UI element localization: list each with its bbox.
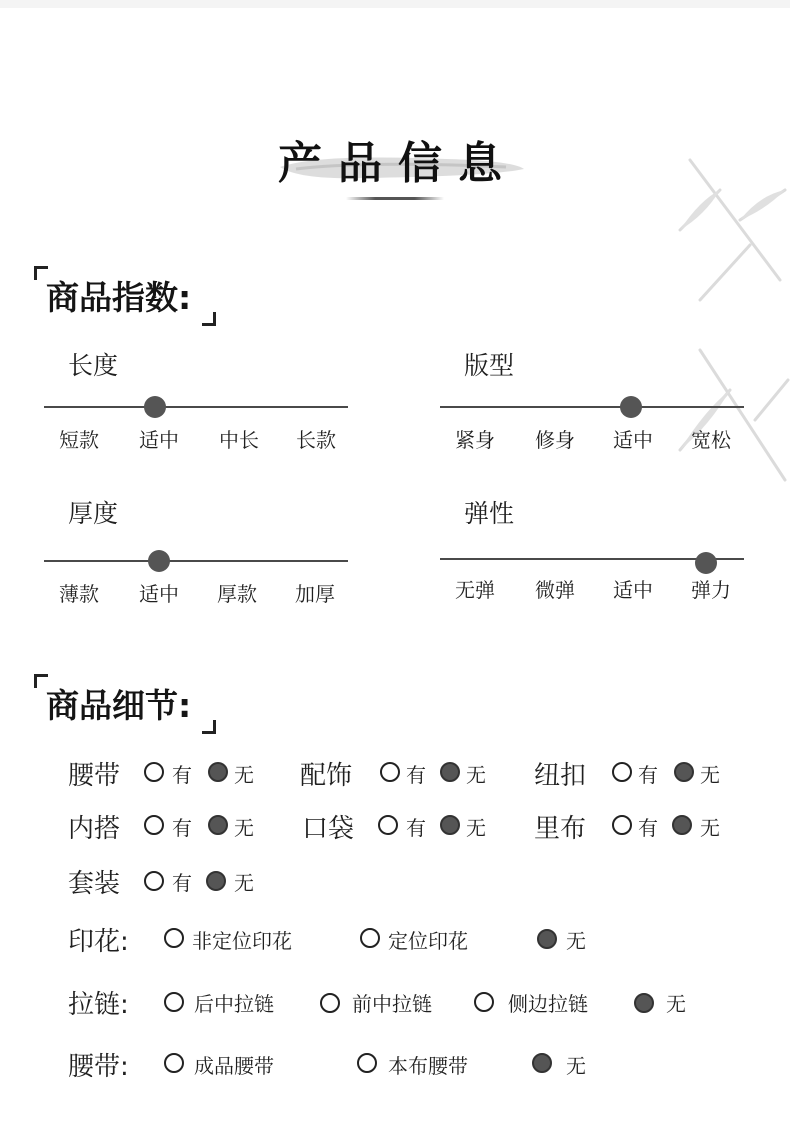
top-strip	[0, 0, 790, 8]
radio-text-zipper-option: 无	[666, 992, 686, 1016]
radio-text-belt-option: 无	[566, 1054, 586, 1078]
radio-belt-yes[interactable]	[144, 762, 164, 782]
radio-text-zipper-option: 前中拉链	[352, 992, 432, 1016]
radio-text-belt-option: 成品腰带	[194, 1054, 274, 1078]
radio-belt-no[interactable]	[208, 762, 228, 782]
radio-pocket-no[interactable]	[440, 815, 460, 835]
index-option: 适中	[139, 582, 179, 606]
radio-inner-yes[interactable]	[144, 815, 164, 835]
detail-label-belt: 腰带	[68, 761, 121, 791]
radio-lining-no[interactable]	[672, 815, 692, 835]
bracket-bottom-right	[202, 720, 216, 734]
belt-type-label: 腰带:	[68, 1052, 129, 1082]
title-underline	[346, 197, 444, 200]
index-knob[interactable]	[620, 396, 642, 418]
radio-text-zipper-option: 侧边拉链	[508, 992, 588, 1016]
radio-text-no: 无	[234, 763, 254, 787]
index-option: 厚款	[217, 582, 257, 606]
radio-inner-no[interactable]	[208, 815, 228, 835]
radio-set-no[interactable]	[206, 871, 226, 891]
radio-print-none[interactable]	[537, 929, 557, 949]
radio-zipper-front[interactable]	[320, 993, 340, 1013]
radio-text-no: 无	[466, 763, 486, 787]
index-option: 薄款	[59, 582, 99, 606]
radio-pocket-yes[interactable]	[378, 815, 398, 835]
radio-accessory-no[interactable]	[440, 762, 460, 782]
radio-text-belt-option: 本布腰带	[388, 1054, 468, 1078]
detail-label-button: 纽扣	[534, 761, 587, 791]
radio-text-yes: 有	[172, 763, 192, 787]
radio-print-nonpositioned[interactable]	[164, 928, 184, 948]
index-option: 适中	[139, 428, 179, 452]
index-option: 短款	[59, 428, 99, 452]
index-option: 适中	[613, 578, 653, 602]
radio-belt-finished[interactable]	[164, 1053, 184, 1073]
index-label: 长度	[68, 351, 119, 380]
detail-label-lining: 里布	[534, 814, 587, 844]
detail-heading-text: 商品细节:	[46, 686, 192, 725]
bracket-bottom-right	[202, 312, 216, 326]
radio-text-print-option: 定位印花	[388, 929, 468, 953]
radio-set-yes[interactable]	[144, 871, 164, 891]
index-option: 无弹	[455, 578, 495, 602]
index-label: 厚度	[68, 499, 119, 528]
title-block	[270, 125, 530, 205]
radio-text-no: 无	[700, 816, 720, 840]
radio-lining-yes[interactable]	[612, 815, 632, 835]
radio-text-no: 无	[700, 763, 720, 787]
index-option: 弹力	[691, 578, 731, 602]
index-fit	[440, 346, 746, 456]
radio-text-no: 无	[234, 871, 254, 895]
radio-text-print-option: 非定位印花	[192, 929, 292, 953]
print-label: 印花:	[68, 927, 129, 957]
radio-text-zipper-option: 后中拉链	[194, 992, 274, 1016]
index-option: 紧身	[455, 428, 495, 452]
detail-label-accessory: 配饰	[300, 761, 353, 791]
index-section-heading	[34, 266, 216, 326]
radio-text-yes: 有	[638, 763, 658, 787]
index-label: 弹性	[464, 499, 515, 528]
index-track	[44, 560, 348, 562]
radio-text-yes: 有	[638, 816, 658, 840]
index-option: 修身	[535, 428, 575, 452]
radio-text-no: 无	[234, 816, 254, 840]
radio-zipper-back[interactable]	[164, 992, 184, 1012]
index-option: 适中	[613, 428, 653, 452]
detail-label-pocket: 口袋	[302, 814, 355, 844]
index-track	[440, 406, 744, 408]
radio-belt-type-none[interactable]	[532, 1053, 552, 1073]
detail-label-set: 套装	[68, 869, 121, 899]
radio-button-no[interactable]	[674, 762, 694, 782]
index-knob[interactable]	[695, 552, 717, 574]
index-option: 微弹	[535, 578, 575, 602]
index-length	[44, 346, 350, 456]
radio-belt-self-fabric[interactable]	[357, 1053, 377, 1073]
zipper-label: 拉链:	[68, 990, 129, 1020]
index-knob[interactable]	[148, 550, 170, 572]
radio-accessory-yes[interactable]	[380, 762, 400, 782]
radio-button-yes[interactable]	[612, 762, 632, 782]
index-track	[44, 406, 348, 408]
index-option: 中长	[219, 428, 259, 452]
radio-text-yes: 有	[406, 763, 426, 787]
radio-text-print-option: 无	[566, 929, 586, 953]
radio-text-yes: 有	[172, 871, 192, 895]
bamboo-decoration-icon	[660, 150, 790, 510]
index-elasticity	[440, 494, 746, 604]
page-title: 产品信息	[278, 138, 518, 189]
radio-text-yes: 有	[406, 816, 426, 840]
radio-text-yes: 有	[172, 816, 192, 840]
index-label: 版型	[464, 351, 515, 380]
radio-zipper-none[interactable]	[634, 993, 654, 1013]
index-knob[interactable]	[144, 396, 166, 418]
detail-label-inner: 内搭	[68, 814, 121, 844]
radio-print-positioned[interactable]	[360, 928, 380, 948]
radio-text-no: 无	[466, 816, 486, 840]
index-option: 长款	[296, 428, 336, 452]
index-option: 加厚	[295, 582, 335, 606]
index-option: 宽松	[691, 428, 731, 452]
index-heading-text: 商品指数:	[46, 278, 192, 317]
detail-section-heading	[34, 674, 216, 734]
radio-zipper-side[interactable]	[474, 992, 494, 1012]
index-thickness	[44, 494, 350, 604]
